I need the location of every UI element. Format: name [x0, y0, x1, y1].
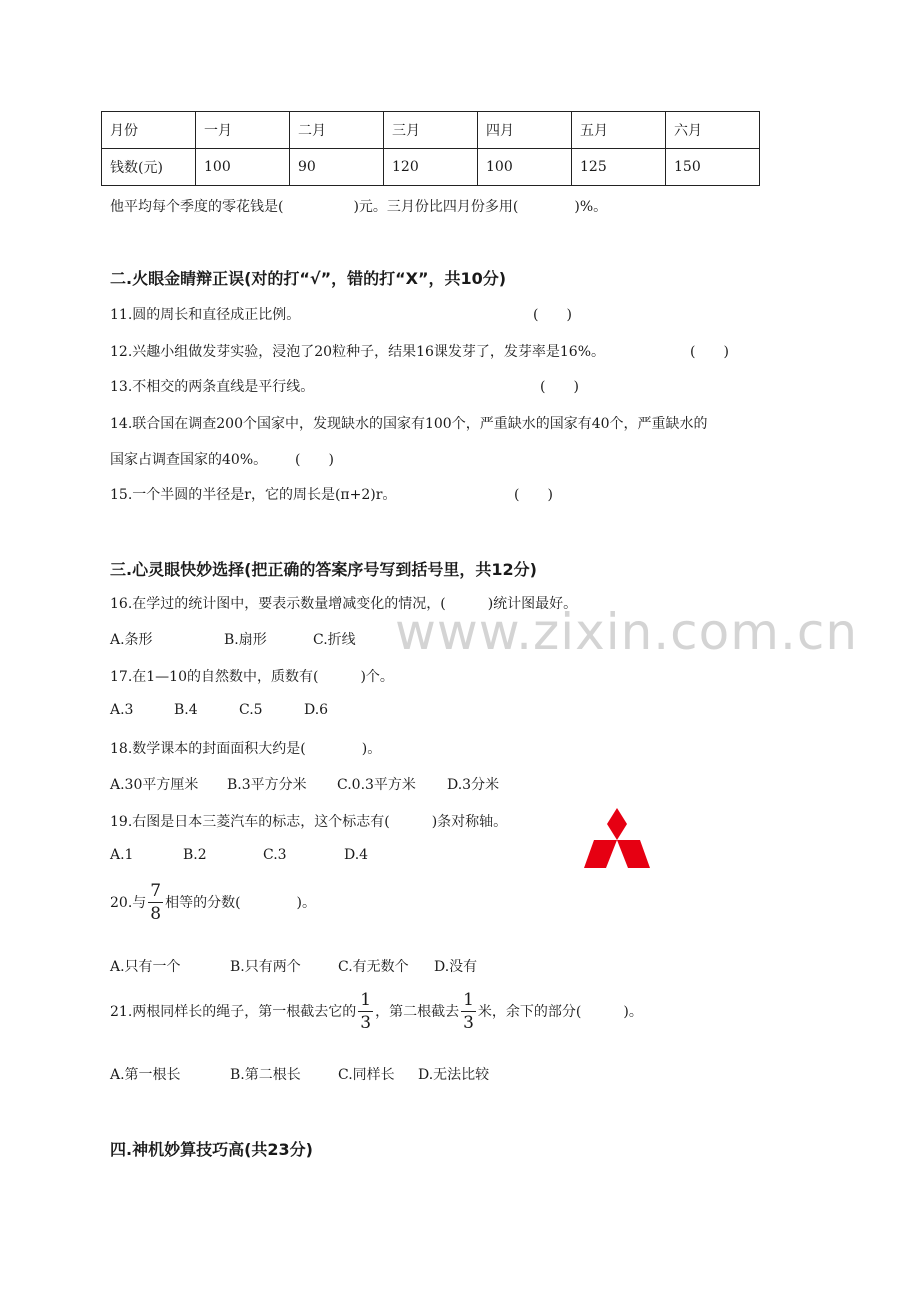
table-cell: 90: [290, 149, 384, 186]
option: A.条形: [110, 632, 153, 648]
question-19: 19.右图是日本三菱汽车的标志，这个标志有( )条对称轴。: [110, 814, 508, 830]
fraction: [461, 992, 476, 1032]
answer-paren: ( ): [690, 344, 729, 360]
table-cell: 100: [478, 149, 572, 186]
option: A.第一根长: [110, 1067, 181, 1083]
table-cell: 125: [572, 149, 666, 186]
question-16: 16.在学过的统计图中，要表示数量增减变化的情况，( )统计图最好。: [110, 596, 578, 612]
table-cell: 六月: [666, 112, 760, 149]
table-cell: 120: [384, 149, 478, 186]
table-cell: 三月: [384, 112, 478, 149]
fraction-numerator: 1: [463, 990, 474, 1010]
question-21-suffix: 米，余下的部分( )。: [477, 1004, 643, 1020]
fraction-numerator: 1: [360, 990, 372, 1010]
option: A.只有一个: [110, 959, 181, 975]
table-cell: 四月: [478, 112, 572, 149]
answer-paren: ( ): [540, 379, 579, 395]
question-20: [110, 883, 316, 923]
logo-diamonds: [584, 808, 650, 868]
table-row: [102, 112, 760, 149]
option: D.3分米: [447, 777, 500, 793]
option: B.第二根长: [230, 1067, 301, 1083]
section-4-title: 四.神机妙算技巧高(共23分): [110, 1140, 313, 1159]
option: B.2: [183, 847, 207, 863]
section-3-title: 三.心灵眼快妙选择(把正确的答案序号写到括号里，共12分): [110, 560, 537, 579]
question-14: 14.联合国在调查200个国家中，发现缺水的国家有100个，严重缺水的国家有40个，严重缺水的: [110, 416, 708, 432]
answer-paren: ( ): [514, 487, 553, 503]
fraction: [358, 992, 373, 1032]
fraction-denominator: 3: [360, 1013, 372, 1033]
option: A.1: [110, 847, 134, 863]
table-cell: 一月: [196, 112, 290, 149]
option: B.扇形: [224, 632, 267, 648]
option: B.3平方分米: [227, 777, 307, 793]
option: B.只有两个: [230, 959, 301, 975]
question-20-prefix: 20.与: [110, 895, 147, 911]
question-17: 17.在1—10的自然数中，质数有( )个。: [110, 669, 394, 685]
question-18: 18.数学课本的封面面积大约是( )。: [110, 741, 382, 757]
option: D.6: [304, 702, 329, 718]
option: C.同样长: [338, 1067, 395, 1083]
question-12: 12.兴趣小组做发芽实验，浸泡了20粒种子，结果16课发芽了，发芽率是16%。: [110, 344, 606, 360]
section-2-title: 二.火眼金睛辩正误(对的打“√”，错的打“X”，共10分): [110, 269, 507, 288]
option: C.5: [239, 702, 263, 718]
option: D.4: [344, 847, 369, 863]
option: C.3: [263, 847, 287, 863]
question-21: [110, 992, 643, 1032]
mitsubishi-logo-icon: [582, 808, 652, 870]
question-20-suffix: 相等的分数( )。: [165, 895, 317, 911]
option: C.有无数个: [338, 959, 409, 975]
option: B.4: [174, 702, 198, 718]
question-15: 15.一个半圆的半径是r，它的周长是(π+2)r。: [110, 487, 397, 503]
watermark: www.zixin.com.cn: [395, 603, 859, 661]
answer-paren: ( ): [533, 307, 572, 323]
option: C.折线: [313, 632, 356, 648]
table-cell: 五月: [572, 112, 666, 149]
table-cell: 月份: [102, 112, 196, 149]
fraction-denominator: 8: [150, 904, 162, 924]
question-21-prefix: 21.两根同样长的绳子，第一根截去它的: [110, 1004, 357, 1020]
money-table: [101, 111, 760, 186]
answer-paren: ( ): [295, 452, 334, 468]
question-21-mid: ，第二根截去: [375, 1004, 460, 1020]
table-row: [102, 149, 760, 186]
option: D.没有: [434, 959, 478, 975]
fraction-denominator: 3: [463, 1013, 474, 1033]
fraction: [148, 883, 163, 923]
question-13: 13.不相交的两条直线是平行线。: [110, 379, 315, 395]
option: D.无法比较: [418, 1067, 490, 1083]
table-cell: 150: [666, 149, 760, 186]
option: A.3: [110, 702, 134, 718]
table-question: 他平均每个季度的零花钱是( )元。三月份比四月份多用( )%。: [110, 199, 608, 215]
table-cell: 二月: [290, 112, 384, 149]
question-14-line2: 国家占调查国家的40%。: [110, 452, 268, 468]
option: A.30平方厘米: [110, 777, 199, 793]
option: C.0.3平方米: [337, 777, 416, 793]
table-cell: 100: [196, 149, 290, 186]
table-cell: 钱数(元): [102, 149, 196, 186]
question-11: 11.圆的周长和直径成正比例。: [110, 307, 301, 323]
fraction-numerator: 7: [150, 881, 162, 901]
